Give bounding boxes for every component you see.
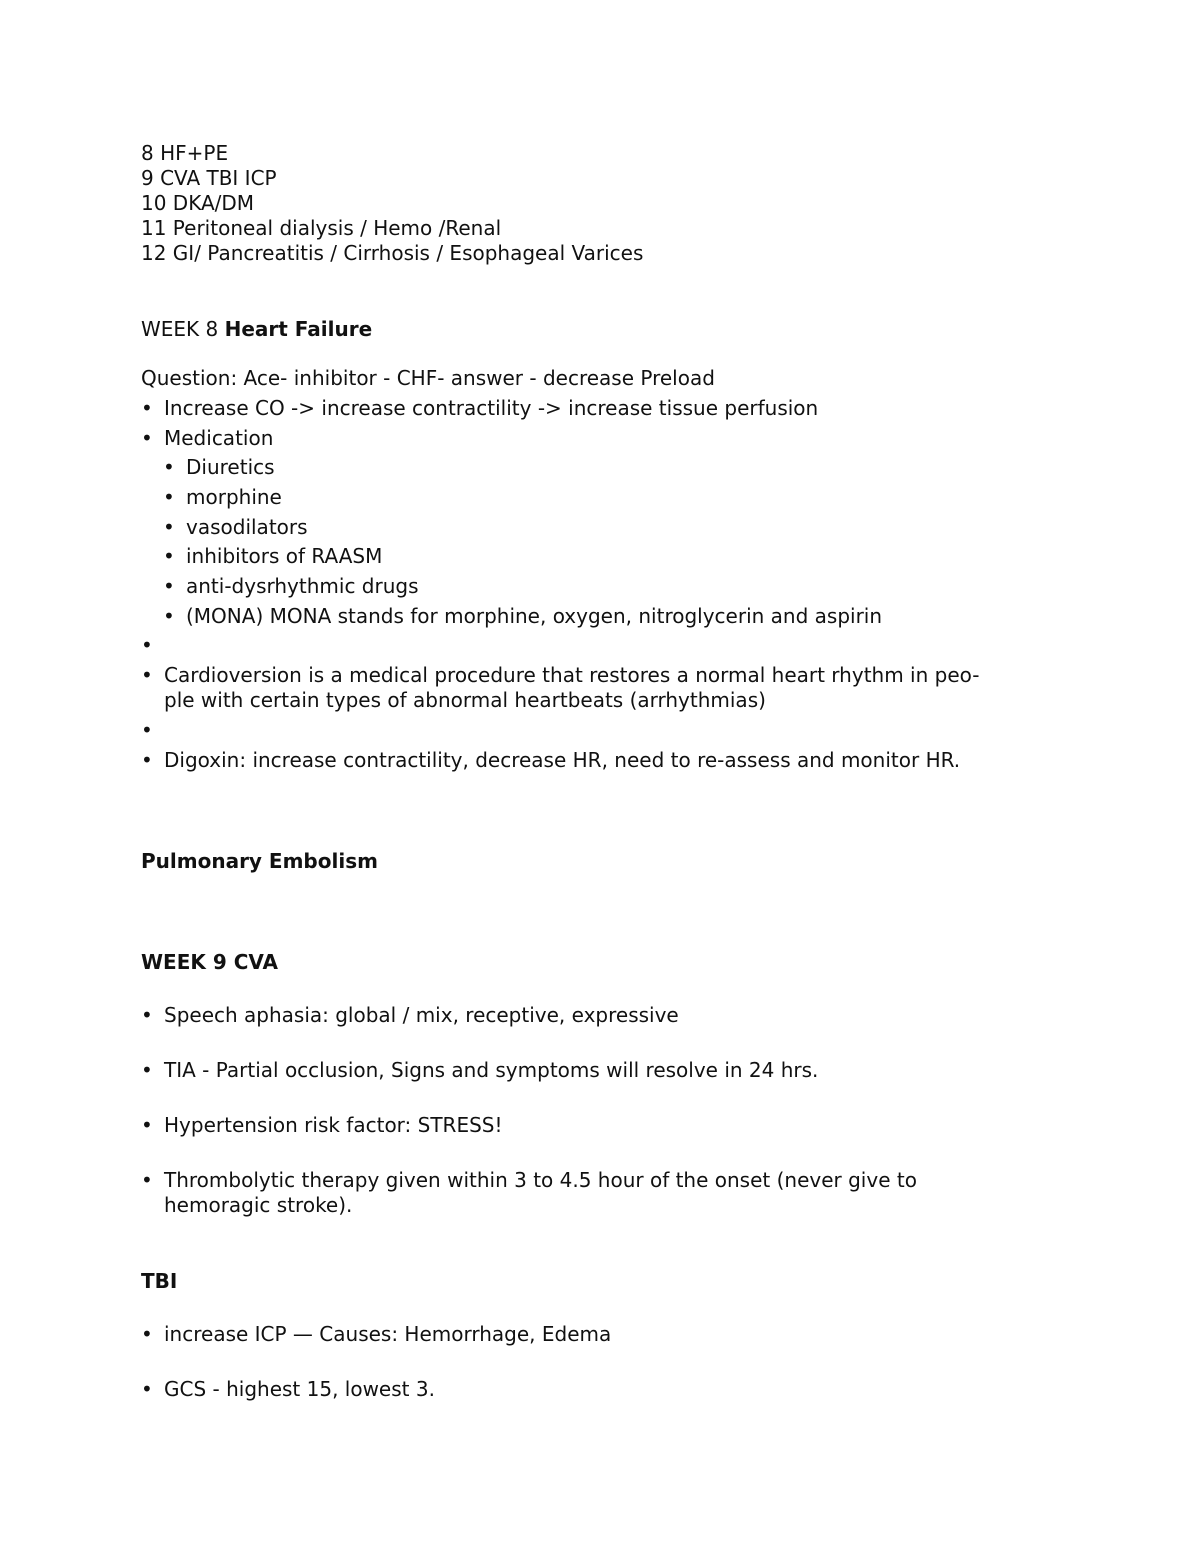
list-item xyxy=(141,663,1061,713)
list-item xyxy=(163,455,1063,480)
bullet-icon: • xyxy=(141,718,153,742)
bullet-icon: • xyxy=(141,1322,153,1346)
list-item-text: TIA - Partial occlusion, Signs and symptoms will resolve in 24 hrs. xyxy=(164,1058,819,1082)
list-item xyxy=(141,1058,1061,1083)
list-item-text: anti-dysrhythmic drugs xyxy=(186,574,419,598)
list-item-text: Increase CO -> increase contractility -> increase tissue perfusion xyxy=(164,396,819,420)
tbi-heading: TBI xyxy=(141,1269,178,1293)
bullet-icon: • xyxy=(163,485,175,509)
bullet-icon: • xyxy=(163,604,175,628)
index-line-8: 8 HF+PE xyxy=(141,141,229,165)
bullet-icon: • xyxy=(163,544,175,568)
list-item xyxy=(141,396,1061,421)
bullet-icon: • xyxy=(141,633,153,657)
bullet-icon: • xyxy=(163,515,175,539)
list-item xyxy=(141,1168,1061,1218)
list-item-text: Speech aphasia: global / mix, receptive, expressive xyxy=(164,1003,679,1027)
list-item-text: Digoxin: increase contractility, decrease HR, need to re-assess and monitor HR. xyxy=(164,748,961,772)
list-item-text: Thrombolytic therapy given within 3 to 4.5 hour of the onset (never give to xyxy=(164,1168,917,1192)
week8-prefix: WEEK 8 xyxy=(141,317,225,341)
bullet-icon: • xyxy=(141,1168,153,1192)
bullet-icon: • xyxy=(141,1113,153,1137)
week9-heading: WEEK 9 CVA xyxy=(141,950,279,974)
list-item xyxy=(141,1322,1061,1347)
week8-title: Heart Failure xyxy=(224,317,373,341)
list-item xyxy=(141,1377,1061,1402)
list-item-text: (MONA) MONA stands for morphine, oxygen, nitroglycerin and aspirin xyxy=(186,604,883,628)
list-item xyxy=(141,1113,1061,1138)
list-item xyxy=(141,1003,1061,1028)
bullet-icon: • xyxy=(141,426,153,450)
index-line-12: 12 GI/ Pancreatitis / Cirrhosis / Esophageal Varices xyxy=(141,241,644,265)
list-item xyxy=(141,426,1061,451)
week8-question: Question: Ace- inhibitor - CHF- answer - decrease Preload xyxy=(141,366,715,390)
bullet-icon: • xyxy=(141,663,153,687)
list-item-text: Cardioversion is a medical procedure that restores a normal heart rhythm in peo- xyxy=(164,663,980,687)
bullet-icon: • xyxy=(163,455,175,479)
list-item-text: morphine xyxy=(186,485,282,509)
list-item xyxy=(163,604,1063,629)
list-item-text-continued: hemoragic stroke). xyxy=(164,1193,353,1217)
index-line-9: 9 CVA TBI ICP xyxy=(141,166,277,190)
list-item-text-continued: ple with certain types of abnormal heartbeats (arrhythmias) xyxy=(164,688,766,712)
list-item xyxy=(163,544,1063,569)
bullet-icon: • xyxy=(141,1377,153,1401)
list-item-text: increase ICP — Causes: Hemorrhage, Edema xyxy=(164,1322,612,1346)
bullet-icon: • xyxy=(141,1003,153,1027)
list-item-text: vasodilators xyxy=(186,515,308,539)
pe-heading: Pulmonary Embolism xyxy=(141,849,378,873)
index-line-10: 10 DKA/DM xyxy=(141,191,255,215)
list-item-text: Medication xyxy=(164,426,274,450)
list-item xyxy=(163,485,1063,510)
bullet-icon: • xyxy=(163,574,175,598)
bullet-icon: • xyxy=(141,748,153,772)
bullet-icon: • xyxy=(141,1058,153,1082)
index-line-11: 11 Peritoneal dialysis / Hemo /Renal xyxy=(141,216,502,240)
week8-heading xyxy=(141,317,372,342)
list-item xyxy=(163,515,1063,540)
list-item xyxy=(163,574,1063,599)
list-item-text: inhibitors of RAASM xyxy=(186,544,383,568)
list-item-text: Diuretics xyxy=(186,455,275,479)
list-item-text: GCS - highest 15, lowest 3. xyxy=(164,1377,435,1401)
bullet-icon: • xyxy=(141,396,153,420)
list-item-text: Hypertension risk factor: STRESS! xyxy=(164,1113,503,1137)
list-item xyxy=(141,748,1061,773)
